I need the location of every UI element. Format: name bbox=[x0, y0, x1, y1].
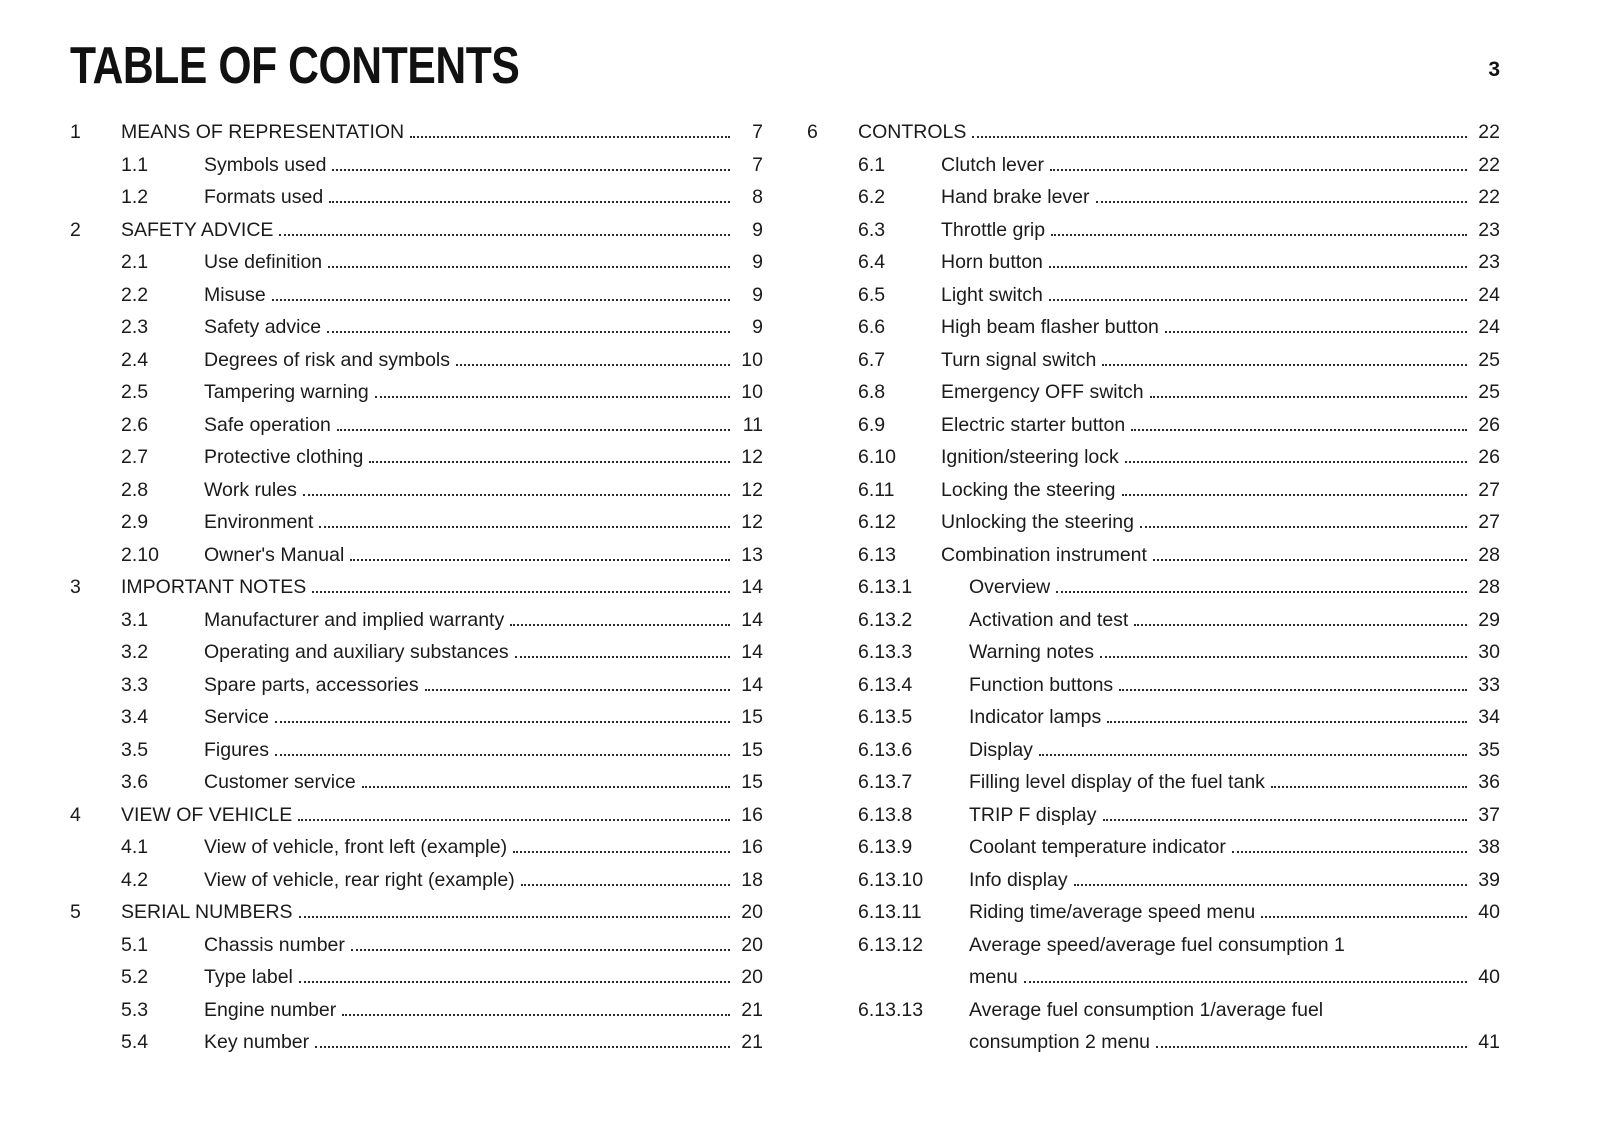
toc-entry bbox=[807, 116, 1500, 149]
dot-leader bbox=[275, 749, 730, 756]
toc-entry bbox=[121, 246, 763, 279]
dot-leader bbox=[328, 261, 730, 268]
toc-entry bbox=[121, 929, 763, 962]
toc-entry-page: 34 bbox=[1478, 706, 1500, 728]
toc-entry bbox=[858, 864, 1500, 897]
toc-columns bbox=[70, 116, 1500, 1059]
toc-entry-page: 13 bbox=[741, 543, 763, 566]
toc-entry-page: 14 bbox=[741, 576, 763, 598]
dot-leader bbox=[1125, 456, 1467, 463]
toc-entry-number: 3 bbox=[70, 576, 81, 598]
toc-entry-title: Function buttons bbox=[969, 673, 1114, 696]
toc-entry bbox=[858, 376, 1500, 409]
toc-entry bbox=[70, 116, 763, 149]
toc-entry bbox=[858, 214, 1500, 247]
toc-entry-title: Safety advice bbox=[204, 316, 322, 338]
toc-entry bbox=[121, 701, 763, 734]
toc-column-right bbox=[807, 116, 1500, 1059]
toc-entry-page: 14 bbox=[741, 673, 763, 696]
toc-entry-page: 21 bbox=[741, 1031, 763, 1053]
toc-entry bbox=[858, 701, 1500, 734]
dot-leader bbox=[1232, 846, 1467, 853]
toc-entry bbox=[121, 864, 763, 897]
toc-entry-number: 2.9 bbox=[121, 511, 149, 533]
toc-entry-title: View of vehicle, rear right (example) bbox=[204, 868, 515, 891]
toc-entry-page: 22 bbox=[1478, 121, 1500, 143]
dot-leader bbox=[1134, 619, 1467, 626]
toc-entry bbox=[858, 734, 1500, 767]
toc-entry-number: 6.13.2 bbox=[858, 608, 913, 631]
toc-entry-title: Coolant temperature indicator bbox=[969, 836, 1226, 858]
dot-leader bbox=[456, 359, 730, 366]
dot-leader bbox=[521, 879, 730, 886]
toc-entry-number: 6 bbox=[807, 121, 818, 143]
toc-entry-page: 11 bbox=[742, 413, 763, 436]
toc-entry-title: Activation and test bbox=[969, 608, 1129, 631]
dot-leader bbox=[1039, 749, 1467, 756]
dot-leader bbox=[1024, 976, 1467, 983]
toc-entry bbox=[858, 344, 1500, 377]
toc-entry-title: Chassis number bbox=[204, 933, 345, 956]
dot-leader bbox=[1119, 684, 1467, 691]
dot-leader bbox=[337, 424, 730, 431]
toc-entry-number: 2.8 bbox=[121, 478, 149, 501]
toc-entry-title: Spare parts, accessories bbox=[204, 673, 419, 696]
toc-entry-number: 5.4 bbox=[121, 1031, 149, 1053]
toc-entry-page: 14 bbox=[741, 608, 763, 631]
toc-entry-title: Indicator lamps bbox=[969, 706, 1102, 728]
toc-entry-page: 40 bbox=[1478, 901, 1500, 923]
toc-entry-page: 15 bbox=[741, 771, 763, 793]
toc-entry-number: 5.3 bbox=[121, 998, 149, 1021]
toc-entry-page: 15 bbox=[741, 706, 763, 728]
toc-entry bbox=[858, 149, 1500, 182]
toc-entry bbox=[858, 571, 1500, 604]
toc-entry-number: 6.11 bbox=[858, 478, 895, 501]
toc-entry-number: 2.2 bbox=[121, 283, 149, 306]
toc-entry bbox=[858, 539, 1500, 572]
dot-leader bbox=[1096, 196, 1468, 203]
toc-entry bbox=[121, 311, 763, 344]
toc-entry-number: 6.1 bbox=[858, 153, 886, 176]
toc-entry-number: 6.13.1 bbox=[858, 576, 913, 598]
toc-entry bbox=[858, 279, 1500, 312]
toc-entry-number: 5.1 bbox=[121, 933, 149, 956]
toc-entry-number: 6.4 bbox=[858, 251, 886, 273]
toc-entry bbox=[858, 246, 1500, 279]
toc-entry-page: 27 bbox=[1478, 478, 1500, 501]
toc-entry-page: 16 bbox=[741, 803, 763, 826]
page-number: 3 bbox=[1488, 58, 1500, 81]
toc-entry bbox=[858, 311, 1500, 344]
toc-entry-number: 6.13.5 bbox=[858, 706, 913, 728]
toc-entry-number: 3.1 bbox=[121, 608, 149, 631]
toc-entry-title: Owner's Manual bbox=[204, 543, 345, 566]
toc-entry-title: Unlocking the steering bbox=[941, 511, 1134, 533]
toc-entry-title: Safe operation bbox=[204, 413, 331, 436]
toc-entry bbox=[70, 896, 763, 929]
dot-leader bbox=[1165, 326, 1467, 333]
toc-entry-title: Figures bbox=[204, 738, 270, 761]
dot-leader bbox=[1156, 1041, 1467, 1048]
toc-entry-title: Degrees of risk and symbols bbox=[204, 348, 451, 371]
toc-entry bbox=[858, 766, 1500, 799]
dot-leader bbox=[332, 164, 730, 171]
toc-entry-page: 15 bbox=[741, 738, 763, 761]
toc-entry-number: 6.13.7 bbox=[858, 771, 913, 793]
dot-leader bbox=[319, 521, 730, 528]
dot-leader bbox=[1051, 229, 1467, 236]
dot-leader bbox=[327, 326, 730, 333]
dot-leader bbox=[351, 944, 730, 951]
toc-entry-number: 6.13.12 bbox=[858, 933, 924, 956]
dot-leader bbox=[1271, 781, 1467, 788]
dot-leader bbox=[350, 554, 730, 561]
toc-entry bbox=[121, 831, 763, 864]
toc-entry-title: Work rules bbox=[204, 478, 297, 501]
toc-entry bbox=[858, 994, 1500, 1059]
toc-entry-page: 20 bbox=[741, 966, 763, 988]
toc-entry bbox=[858, 636, 1500, 669]
toc-entry-title: Customer service bbox=[204, 771, 356, 793]
toc-entry-page: 20 bbox=[741, 933, 763, 956]
toc-entry-page: 37 bbox=[1478, 803, 1500, 826]
toc-entry-number: 6.13.11 bbox=[858, 901, 922, 923]
dot-leader bbox=[375, 391, 730, 398]
dot-leader bbox=[972, 131, 1467, 138]
dot-leader bbox=[513, 846, 730, 853]
dot-leader bbox=[303, 489, 730, 496]
toc-entry-number: 6.13.6 bbox=[858, 738, 913, 761]
toc-entry-title: Display bbox=[969, 738, 1033, 761]
toc-entry-number: 2 bbox=[70, 218, 81, 241]
toc-entry bbox=[121, 961, 763, 994]
toc-entry-title: Manufacturer and implied warranty bbox=[204, 608, 505, 631]
toc-entry-page: 9 bbox=[752, 283, 763, 306]
toc-entry-number: 4 bbox=[70, 803, 81, 826]
toc-entry-page: 22 bbox=[1478, 186, 1500, 208]
toc-entry-title: VIEW OF VEHICLE bbox=[121, 803, 293, 826]
toc-entry-continuation bbox=[969, 961, 1500, 994]
toc-entry bbox=[858, 181, 1500, 214]
toc-entry-title: Throttle grip bbox=[941, 218, 1046, 241]
toc-entry-page: 20 bbox=[741, 901, 763, 923]
dot-leader bbox=[272, 294, 730, 301]
toc-entry bbox=[70, 214, 763, 247]
toc-entry bbox=[858, 506, 1500, 539]
toc-entry bbox=[121, 669, 763, 702]
toc-entry-title: Overview bbox=[969, 576, 1051, 598]
toc-entry-page: 33 bbox=[1478, 673, 1500, 696]
toc-entry-number: 3.4 bbox=[121, 706, 149, 728]
toc-entry-number: 6.9 bbox=[858, 413, 886, 436]
toc-entry-title: Type label bbox=[204, 966, 293, 988]
toc-entry-title: High beam flasher button bbox=[941, 316, 1159, 338]
toc-entry-page: 35 bbox=[1478, 738, 1500, 761]
toc-entry-title: Misuse bbox=[204, 283, 266, 306]
toc-entry-title: Combination instrument bbox=[941, 543, 1147, 566]
toc-entry bbox=[858, 799, 1500, 832]
toc-column-left bbox=[70, 116, 763, 1059]
dot-leader bbox=[315, 1041, 730, 1048]
toc-entry-title: Info display bbox=[969, 868, 1068, 891]
dot-leader bbox=[1122, 489, 1467, 496]
toc-entry-page: 12 bbox=[741, 446, 763, 468]
toc-entry-number: 3.2 bbox=[121, 641, 149, 663]
toc-entry bbox=[858, 929, 1500, 994]
toc-entry-title: CONTROLS bbox=[858, 121, 967, 143]
toc-entry bbox=[858, 604, 1500, 637]
dot-leader bbox=[298, 814, 730, 821]
toc-entry-page: 40 bbox=[1478, 966, 1500, 988]
toc-entry-page: 10 bbox=[741, 348, 763, 371]
toc-entry-number: 5 bbox=[70, 901, 81, 923]
dot-leader bbox=[312, 586, 730, 593]
toc-entry-page: 22 bbox=[1478, 153, 1500, 176]
toc-entry-title: Filling level display of the fuel tank bbox=[969, 771, 1265, 793]
toc-entry-page: 41 bbox=[1478, 1031, 1500, 1053]
toc-entry bbox=[121, 636, 763, 669]
toc-entry-number: 6.2 bbox=[858, 186, 886, 208]
toc-entry-page: 12 bbox=[741, 511, 763, 533]
toc-entry bbox=[121, 539, 763, 572]
toc-entry-number: 6.3 bbox=[858, 218, 886, 241]
toc-entry-page: 9 bbox=[752, 251, 763, 273]
toc-entry bbox=[121, 441, 763, 474]
dot-leader bbox=[1050, 164, 1467, 171]
toc-entry-page: 7 bbox=[752, 121, 763, 143]
toc-entry-number: 5.2 bbox=[121, 966, 149, 988]
toc-entry-title: Average speed/average fuel consumption 1 bbox=[969, 933, 1345, 956]
toc-entry-page: 21 bbox=[741, 998, 763, 1021]
toc-entry bbox=[121, 734, 763, 767]
toc-entry-title: Warning notes bbox=[969, 641, 1095, 663]
toc-entry-number: 6.13.8 bbox=[858, 803, 913, 826]
toc-entry-title: Electric starter button bbox=[941, 413, 1126, 436]
toc-entry-page: 24 bbox=[1478, 316, 1500, 338]
toc-entry-page: 25 bbox=[1478, 381, 1500, 403]
toc-entry-page: 28 bbox=[1478, 543, 1500, 566]
toc-entry-number: 1.1 bbox=[121, 153, 149, 176]
toc-entry-page: 25 bbox=[1478, 348, 1500, 371]
toc-entry-title: View of vehicle, front left (example) bbox=[204, 836, 508, 858]
toc-entry bbox=[121, 149, 763, 182]
toc-entry-number: 3.5 bbox=[121, 738, 149, 761]
toc-entry-page: 26 bbox=[1478, 446, 1500, 468]
toc-entry-title: Environment bbox=[204, 511, 314, 533]
dot-leader bbox=[299, 911, 730, 918]
toc-entry bbox=[121, 474, 763, 507]
toc-entry-page: 12 bbox=[741, 478, 763, 501]
toc-entry-number: 3.3 bbox=[121, 673, 149, 696]
toc-entry-title: Formats used bbox=[204, 186, 324, 208]
toc-entry bbox=[858, 896, 1500, 929]
toc-entry-title: SAFETY ADVICE bbox=[121, 218, 274, 241]
toc-entry-continuation bbox=[969, 1026, 1500, 1059]
toc-entry bbox=[858, 831, 1500, 864]
toc-entry bbox=[121, 506, 763, 539]
toc-entry-number: 2.7 bbox=[121, 446, 149, 468]
page-title: TABLE OF CONTENTS bbox=[70, 37, 520, 95]
toc-entry-title: Ignition/steering lock bbox=[941, 446, 1119, 468]
dot-leader bbox=[1049, 294, 1467, 301]
dot-leader bbox=[279, 229, 730, 236]
dot-leader bbox=[1150, 391, 1467, 398]
toc-entry bbox=[70, 571, 763, 604]
toc-entry-page: 7 bbox=[752, 153, 763, 176]
toc-entry-page: 39 bbox=[1478, 868, 1500, 891]
toc-entry bbox=[121, 1026, 763, 1059]
toc-entry-page: 23 bbox=[1478, 218, 1500, 241]
toc-entry-number: 2.6 bbox=[121, 413, 149, 436]
dot-leader bbox=[515, 651, 730, 658]
dot-leader bbox=[1103, 814, 1467, 821]
dot-leader bbox=[299, 976, 730, 983]
toc-entry-title: Clutch lever bbox=[941, 153, 1044, 176]
toc-entry-number: 6.12 bbox=[858, 511, 896, 533]
toc-entry bbox=[858, 669, 1500, 702]
toc-entry-number: 2.1 bbox=[121, 251, 149, 273]
dot-leader bbox=[362, 781, 730, 788]
toc-entry-title: Locking the steering bbox=[941, 478, 1116, 501]
toc-entry-title: IMPORTANT NOTES bbox=[121, 576, 307, 598]
toc-entry-title-line2: consumption 2 menu bbox=[969, 1031, 1151, 1053]
toc-entry-page: 27 bbox=[1478, 511, 1500, 533]
toc-entry bbox=[121, 604, 763, 637]
toc-entry bbox=[858, 441, 1500, 474]
dot-leader bbox=[369, 456, 730, 463]
toc-entry-page: 26 bbox=[1478, 413, 1500, 436]
dot-leader bbox=[1140, 521, 1467, 528]
dot-leader bbox=[1102, 359, 1467, 366]
toc-entry-page: 24 bbox=[1478, 283, 1500, 306]
toc-entry-page: 8 bbox=[752, 186, 763, 208]
toc-entry-title: Service bbox=[204, 706, 270, 728]
toc-entry-page: 30 bbox=[1478, 641, 1500, 663]
toc-entry bbox=[121, 344, 763, 377]
toc-entry-number: 6.13.10 bbox=[858, 868, 924, 891]
toc-entry-number: 6.13 bbox=[858, 543, 896, 566]
dot-leader bbox=[1153, 554, 1467, 561]
toc-entry-number: 4.2 bbox=[121, 868, 149, 891]
toc-entry bbox=[121, 376, 763, 409]
toc-entry-title: Protective clothing bbox=[204, 446, 364, 468]
toc-entry bbox=[121, 181, 763, 214]
toc-entry-title: TRIP F display bbox=[969, 803, 1097, 826]
toc-entry bbox=[858, 409, 1500, 442]
toc-entry-title: Average fuel consumption 1/average fuel bbox=[969, 998, 1324, 1021]
toc-entry-page: 28 bbox=[1478, 576, 1500, 598]
toc-entry-page: 23 bbox=[1478, 251, 1500, 273]
toc-entry-page: 9 bbox=[752, 316, 763, 338]
toc-entry-title: Symbols used bbox=[204, 153, 327, 176]
toc-entry-number: 6.5 bbox=[858, 283, 886, 306]
toc-entry-title: MEANS OF REPRESENTATION bbox=[121, 121, 405, 143]
toc-entry-number: 6.13.4 bbox=[858, 673, 913, 696]
dot-leader bbox=[1074, 879, 1467, 886]
dot-leader bbox=[329, 196, 730, 203]
toc-entry bbox=[70, 799, 763, 832]
toc-entry-number: 6.7 bbox=[858, 348, 886, 371]
toc-entry-title: Operating and auxiliary substances bbox=[204, 641, 509, 663]
toc-entry-page: 10 bbox=[741, 381, 763, 403]
toc-entry-title: Riding time/average speed menu bbox=[969, 901, 1256, 923]
toc-entry bbox=[858, 474, 1500, 507]
toc-entry-body bbox=[969, 994, 1500, 1059]
toc-entry bbox=[121, 994, 763, 1027]
toc-entry-number: 6.13.3 bbox=[858, 641, 913, 663]
toc-entry-page: 16 bbox=[741, 836, 763, 858]
dot-leader bbox=[1100, 651, 1467, 658]
dot-leader bbox=[510, 619, 730, 626]
toc-entry-number: 2.10 bbox=[121, 543, 159, 566]
toc-entry bbox=[121, 766, 763, 799]
toc-entry-page: 18 bbox=[741, 868, 763, 891]
dot-leader bbox=[1131, 424, 1467, 431]
dot-leader bbox=[1056, 586, 1467, 593]
toc-entry-page: 36 bbox=[1478, 771, 1500, 793]
toc-entry bbox=[121, 279, 763, 312]
toc-entry-body bbox=[969, 929, 1500, 994]
toc-entry-title: Emergency OFF switch bbox=[941, 381, 1144, 403]
toc-entry-number: 6.8 bbox=[858, 381, 886, 403]
toc-entry-number: 4.1 bbox=[121, 836, 149, 858]
toc-entry-title: Use definition bbox=[204, 251, 323, 273]
toc-entry-title: Tampering warning bbox=[204, 381, 369, 403]
toc-entry-title-line2: menu bbox=[969, 966, 1018, 988]
toc-entry-number: 3.6 bbox=[121, 771, 149, 793]
toc-entry-title: Turn signal switch bbox=[941, 348, 1097, 371]
toc-entry-number: 6.10 bbox=[858, 446, 896, 468]
dot-leader bbox=[410, 131, 730, 138]
toc-entry-number: 2.4 bbox=[121, 348, 149, 371]
toc-entry-title: Horn button bbox=[941, 251, 1043, 273]
toc-entry-title: Light switch bbox=[941, 283, 1043, 306]
toc-entry-number: 6.13.13 bbox=[858, 998, 924, 1021]
toc-entry bbox=[121, 409, 763, 442]
toc-entry-page: 29 bbox=[1478, 608, 1500, 631]
toc-entry-title: Key number bbox=[204, 1031, 310, 1053]
toc-entry-number: 6.6 bbox=[858, 316, 886, 338]
toc-entry-title: SERIAL NUMBERS bbox=[121, 901, 293, 923]
toc-entry-page: 9 bbox=[752, 218, 763, 241]
dot-leader bbox=[275, 716, 730, 723]
toc-entry-page: 38 bbox=[1478, 836, 1500, 858]
toc-entry-title: Engine number bbox=[204, 998, 337, 1021]
toc-entry-number: 2.5 bbox=[121, 381, 149, 403]
dot-leader bbox=[1049, 261, 1467, 268]
dot-leader bbox=[1107, 716, 1467, 723]
toc-entry-page: 14 bbox=[741, 641, 763, 663]
toc-entry-number: 2.3 bbox=[121, 316, 149, 338]
toc-entry-number: 6.13.9 bbox=[858, 836, 913, 858]
dot-leader bbox=[1261, 911, 1467, 918]
dot-leader bbox=[425, 684, 730, 691]
dot-leader bbox=[342, 1009, 730, 1016]
toc-entry-title: Hand brake lever bbox=[941, 186, 1090, 208]
toc-entry-number: 1.2 bbox=[121, 186, 149, 208]
toc-entry-number: 1 bbox=[70, 121, 81, 143]
